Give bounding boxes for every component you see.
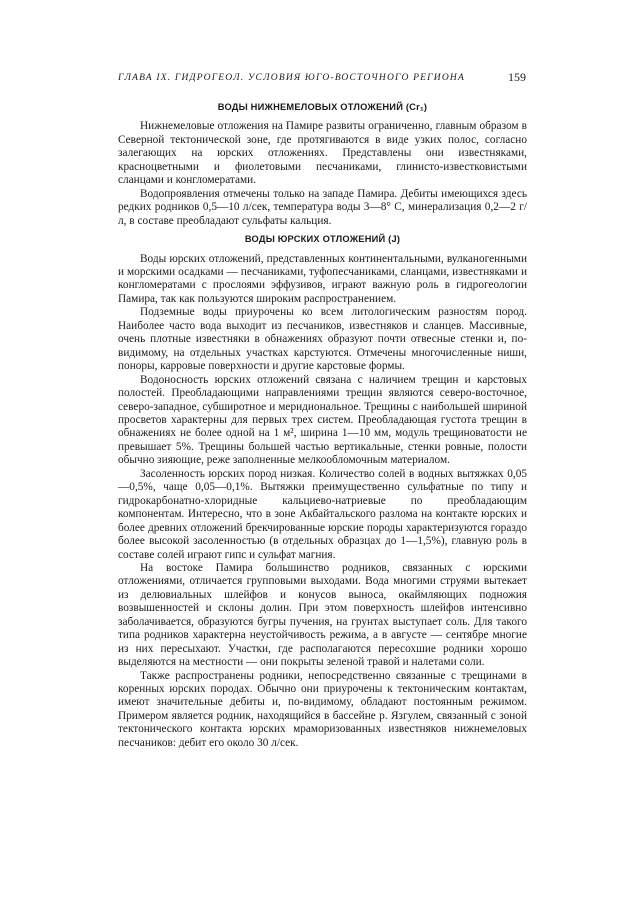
paragraph: Нижнемеловые отложения на Памире развиты ограниченно, главным образом в Северной тектонической зоне, где протягиваются в виде узких полос, согласно залегающих на юрских отложениях. Представлены они известняками, красноцветными и фиолетовыми песчаниками, глинисто-известковистыми сланцами и конгломератами. bbox=[118, 120, 527, 187]
paragraph: Воды юрских отложений, представленных континентальными, вулканогенными и морскими осадками — песчаниками, туфопесчаниками, сланцами, известняками и конгломератами с прослоями эффузивов, играют важную роль в гидрогеологии Памира, так как пользуются широким распространением. bbox=[118, 252, 527, 305]
section-heading-lower-cretaceous: ВОДЫ НИЖНЕМЕЛОВЫХ ОТЛОЖЕНИЙ (Cr₁) bbox=[217, 102, 428, 112]
paragraph: Подземные воды приурочены ко всем литологическим разностям пород. Наиболее часто вода выходит из песчаников, известняков и сланцев. Массивные, очень плотные известняки в обнажениях образуют почти отвесные стенки и, по-видимому, на отдельных участках карстуются. Отмечены многочисленные ниши, поноры, карровые поверхности и другие карстовые формы. bbox=[118, 306, 527, 373]
paragraph: Также распространены родники, непосредственно связанные с трещинами в коренных юрских породах. Обычно они приурочены к тектоническим контактам, имеют значительные дебиты и, по-видимому, обладают постоянным режимом. Примером является родник, находящийся в бассейне р. Язгулем, связанный с зоной тектонического контакта юрских мраморизованных известняков нижнемеловых песчаников: дебит его около 30 л/сек. bbox=[118, 669, 527, 749]
paragraph: Водоносность юрских отложений связана с наличием трещин и карстовых полостей. Преобладающими направлениями трещин являются северо-восточное, северо-западное, субширотное и меридиональное. Трещины с наибольшей шириной просветов характерны для первых трех систем. Преобладающая густота трещин в обнажениях не более одной на 1 м², ширина 1—10 мм, модуль трещиноватости не превышает 5%. Трещины большей частью вертикальные, стенки ровные, полости обычно зияющие, реже заполненные мелкообломочным материалом. bbox=[118, 373, 527, 467]
paragraph: На востоке Памира большинство родников, связанных с юрскими отложениями, отличается групповыми выходами. Вода многими струями вытекает из делювиальных шлейфов и конусов выноса, окаймляющих подножия возвышенностей и склоны долин. При этом поверхность шлейфов интенсивно заболачивается, образуются бугры пучения, на грунтах выступает соль. Для такого типа родников характерна неустойчивость режима, а в августе — сентябре многие из них пересыхают. Участки, где располагаются пересохшие родники хорошо выделяются на местности — они покрыты зеленой травой и налетами соли. bbox=[118, 561, 527, 669]
section-heading-jurassic: ВОДЫ ЮРСКИХ ОТЛОЖЕНИЙ (J) bbox=[244, 234, 401, 245]
body-text bbox=[118, 101, 527, 750]
page-number: 159 bbox=[508, 70, 526, 84]
running-header: ГЛАВА IX. ГИДРОГЕОЛ. УСЛОВИЯ ЮГО-ВОСТОЧНОГО РЕГИОНА bbox=[118, 73, 465, 83]
paragraph: Засоленность юрских пород низкая. Количество солей в водных вытяжках 0,05—0,5%, чаще 0,05—0,1%. Вытяжки преимущественно сульфатные по типу и гидрокарбонатно-хлоридные кальциево-натриевые по преобладающим компонентам. Интересно, что в зоне Акбайтальского разлома на контакте юрских и более древних отложений брекчированные юрские породы характеризуются гораздо более высокой засоленностью (в отдельных образцах до 1—1,5%), главную роль в составе солей играют гипс и сульфат магния. bbox=[118, 467, 527, 561]
paragraph: Водопроявления отмечены только на западе Памира. Дебиты имеющихся здесь редких родников 0,5—10 л/сек, температура воды 3—8° С, минерализация 0,2—2 г/л, в составе преобладают сульфаты кальция. bbox=[118, 187, 527, 227]
